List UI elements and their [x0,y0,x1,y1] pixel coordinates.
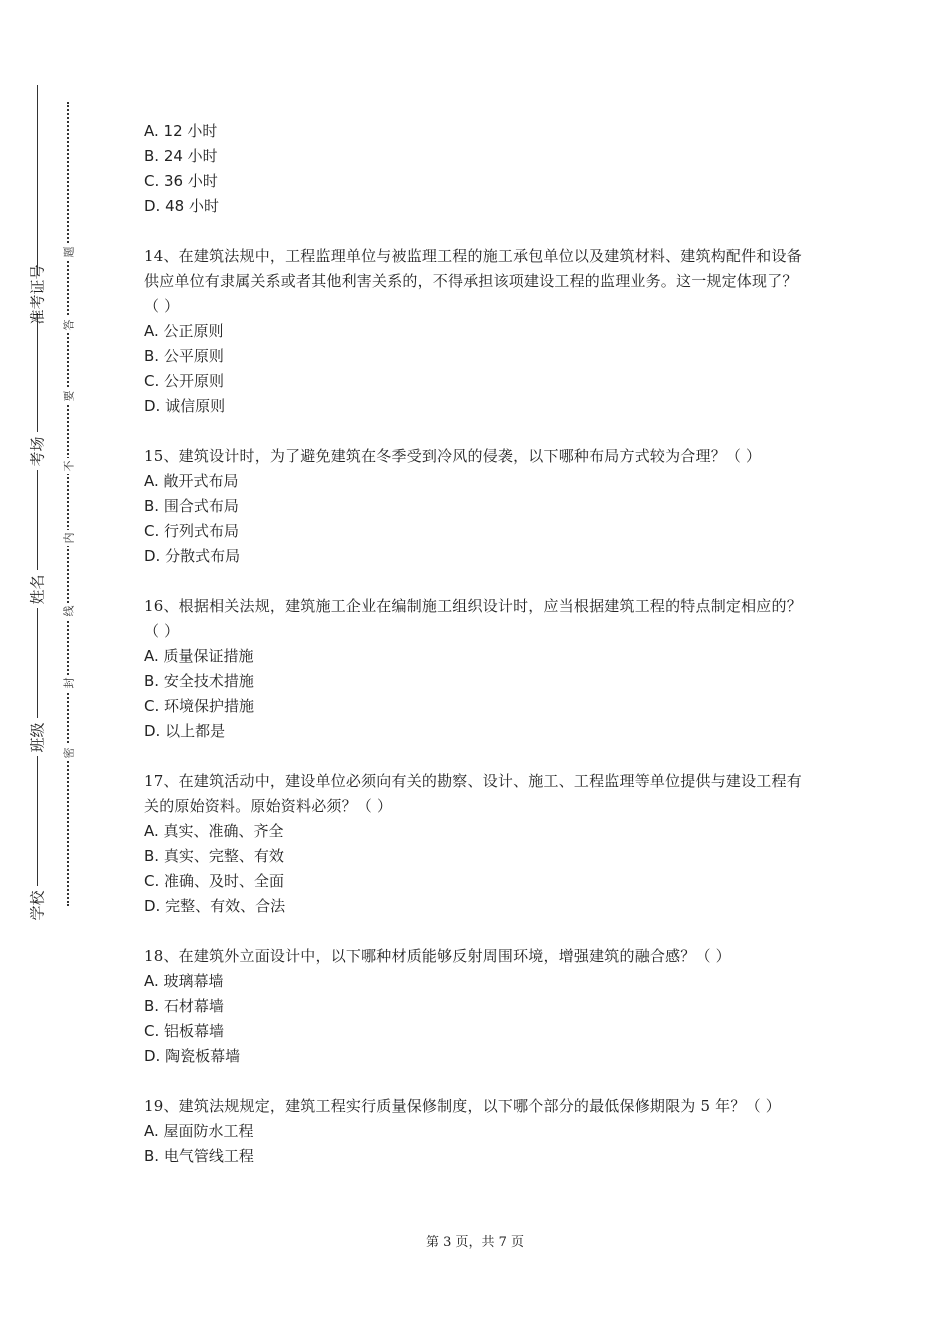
option: C. 36 小时 [144,172,218,190]
seal-char: 要 [60,388,76,404]
seal-char: 内 [60,530,76,546]
option: A. 质量保证措施 [144,647,254,665]
exam-room-label: 考场 [22,432,52,470]
seal-char: 题 [60,244,76,260]
seal-char: 答 [60,317,76,333]
binding-solid-line [37,85,38,923]
option: D. 48 小时 [144,197,219,215]
q13-options [144,119,812,219]
option: B. 围合式布局 [144,497,239,515]
option: A. 12 小时 [144,122,218,140]
option: B. 24 小时 [144,147,218,165]
question-17 [144,769,812,919]
question-16 [144,594,812,744]
seal-char: 线 [60,603,76,619]
option: C. 铝板幕墙 [144,1022,225,1040]
option: D. 完整、有效、合法 [144,897,286,915]
seal-dotted-line [67,102,69,906]
question-stem: 19、建筑法规规定，建筑工程实行质量保修制度，以下哪个部分的最低保修期限为 5 年？（ ） [144,1097,781,1115]
name-label: 姓名 [22,570,52,608]
seal-char: 不 [60,458,76,474]
option: A. 屋面防水工程 [144,1122,254,1140]
page-footer: 第 3 页，共 7 页 [425,1235,525,1250]
question-14 [144,244,812,419]
option: C. 公开原则 [144,372,225,390]
option: B. 安全技术措施 [144,672,254,690]
question-stem: 15、建筑设计时，为了避免建筑在冬季受到冷风的侵袭，以下哪种布局方式较为合理？（ ） [144,447,762,465]
question-19 [144,1094,812,1169]
seal-char: 封 [60,675,76,691]
school-label: 学校 [22,886,52,924]
exam-content [144,119,812,1169]
option: D. 分散式布局 [144,547,241,565]
option: D. 陶瓷板幕墙 [144,1047,241,1065]
option: C. 行列式布局 [144,522,240,540]
option: A. 公正原则 [144,322,224,340]
question-18 [144,944,812,1069]
question-stem: 16、根据相关法规，建筑施工企业在编制施工组织设计时，应当根据建筑工程的特点制定相应的？（ ） [144,597,802,640]
option: B. 电气管线工程 [144,1147,254,1165]
question-15 [144,444,812,569]
exam-id-label: 准考证号 [22,275,52,313]
option: A. 真实、准确、齐全 [144,822,284,840]
option: C. 环境保护措施 [144,697,255,715]
option: A. 玻璃幕墙 [144,972,224,990]
question-stem: 18、在建筑外立面设计中，以下哪种材质能够反射周围环境，增强建筑的融合感？（ ） [144,947,731,965]
option: B. 石材幕墙 [144,997,224,1015]
seal-char: 密 [60,745,76,761]
binding-margin [0,0,75,1344]
class-label: 班级 [22,718,52,756]
question-stem: 14、在建筑法规中，工程监理单位与被监理工程的施工承包单位以及建筑材料、建筑构配件和设备供应单位有隶属关系或者其他利害关系的，不得承担该项建设工程的监理业务。这一规定体现了？（ ） [144,247,802,315]
option: B. 公平原则 [144,347,224,365]
option: C. 准确、及时、全面 [144,872,285,890]
option: B. 真实、完整、有效 [144,847,284,865]
option: D. 以上都是 [144,722,226,740]
option: D. 诚信原则 [144,397,226,415]
option: A. 敞开式布局 [144,472,239,490]
question-stem: 17、在建筑活动中，建设单位必须向有关的勘察、设计、施工、工程监理等单位提供与建设工程有关的原始资料。原始资料必须？（ ） [144,772,802,815]
